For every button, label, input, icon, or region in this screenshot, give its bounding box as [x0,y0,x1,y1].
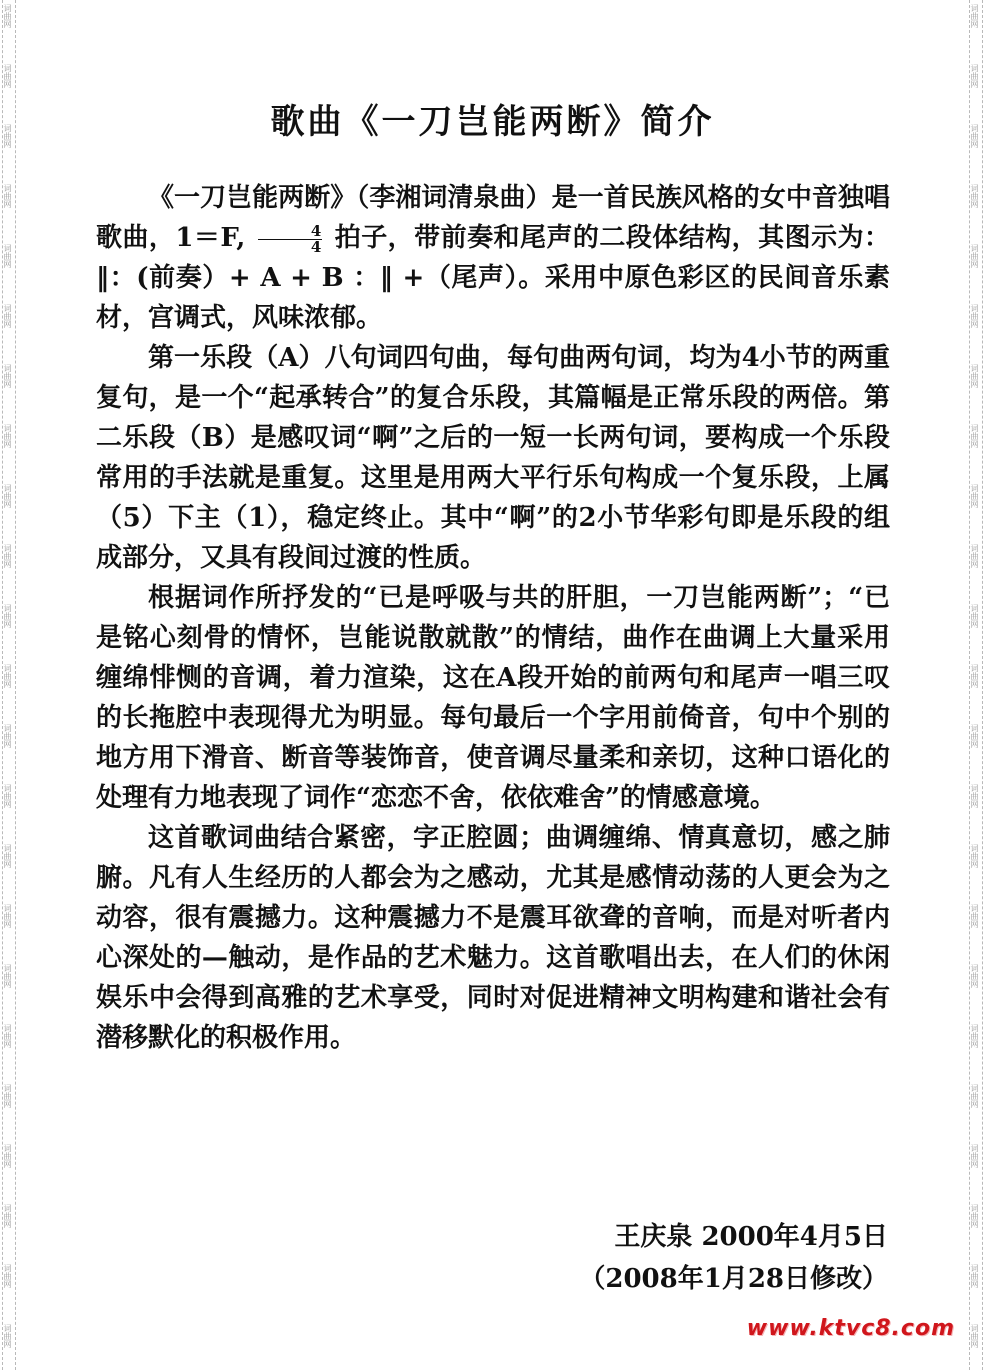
watermark-text: 词曲网 [970,184,979,208]
revision-note: （2008年1月28日修改） [579,1264,888,1294]
watermark-text: 词曲网 [970,424,979,448]
watermark-text: 词曲网 [970,1264,979,1288]
watermark-text: 词曲网 [970,484,979,508]
article-body [96,178,890,1058]
watermark-text: 词曲网 [3,1324,12,1348]
watermark-text: 词曲网 [970,1144,979,1168]
watermark-text: 词曲网 [970,1024,979,1048]
paragraph-1: 《一刀岂能两断》（李湘词清泉曲）是一首民族风格的女中音独唱歌曲，1＝F, $\frac{4}{4}$ 拍子，带前奏和尾声的二段体结构，其图示为：‖：(前奏）+ A + B ：‖ +（尾声）。采用中原色彩区的民间音乐素材，宫调式，风味浓郁。 [96,183,890,333]
watermark-text: 词曲网 [970,1084,979,1108]
watermark-text: 词曲网 [970,64,979,88]
paragraph-3: 根据词作所抒发的“已是呼吸与共的肝胆，一刀岂能两断”；“已是铭心刻骨的情怀，岂能说散就散”的情结，曲作在曲调上大量采用缠绵悱恻的音调，着力渲染，这在A段开始的前两句和尾声一唱三叹的长拖腔中表现得尤为明显。每句最后一个字用前倚音，句中个别的地方用下滑音、断音等装饰音，使音调尽量柔和亲切，这种口语化的处理有力地表现了词作“恋恋不舍，依依难舍”的情感意境。 [96,583,890,813]
left-watermark-strip [2,0,16,1370]
watermark-text: 词曲网 [3,124,12,148]
watermark-text: 词曲网 [3,544,12,568]
paragraph-2: 第一乐段（A）八句词四句曲，每句曲两句词，均为4小节的两重复句，是一个“起承转合”的复合乐段，其篇幅是正常乐段的两倍。第二乐段（B）是感叹词“啊”之后的一短一长两句词，要构成一个乐段常用的手法就是重复。这里是用两大平行乐句构成一个复乐段，上属（5）下主（1），稳定终止。其中“啊”的2小节华彩句即是乐段的组成部分，又具有段间过渡的性质。 [96,343,890,573]
watermark-text: 词曲网 [970,844,979,868]
watermark-text: 词曲网 [3,64,12,88]
watermark-text: 词曲网 [3,1144,12,1168]
watermark-text: 词曲网 [970,1324,979,1348]
watermark-text: 词曲网 [970,724,979,748]
watermark-text: 词曲网 [970,664,979,688]
watermark-text: 词曲网 [3,784,12,808]
watermark-text: 词曲网 [970,364,979,388]
watermark-text: 词曲网 [3,724,12,748]
watermark-text: 词曲网 [3,1024,12,1048]
watermark-text: 词曲网 [3,244,12,268]
page-title: 歌曲《一刀岂能两断》简介 [270,102,715,142]
watermark-text: 词曲网 [3,1264,12,1288]
watermark-text: 词曲网 [970,604,979,628]
watermark-text: 词曲网 [3,424,12,448]
watermark-text: 词曲网 [970,1204,979,1228]
watermark-text: 词曲网 [3,604,12,628]
watermark-text: 词曲网 [970,784,979,808]
watermark-text: 词曲网 [3,964,12,988]
watermark-text: 词曲网 [970,964,979,988]
watermark-text: 词曲网 [970,904,979,928]
watermark-text: 词曲网 [970,304,979,328]
watermark-text: 词曲网 [970,4,979,28]
site-logo: www.ktvc8.com [746,1316,955,1341]
right-watermark-strip [969,0,983,1370]
watermark-text: 词曲网 [3,184,12,208]
watermark-text: 词曲网 [3,904,12,928]
watermark-text: 词曲网 [3,304,12,328]
watermark-text: 词曲网 [970,124,979,148]
watermark-text: 词曲网 [3,1084,12,1108]
watermark-text: 词曲网 [970,544,979,568]
watermark-text: 词曲网 [970,244,979,268]
watermark-text: 词曲网 [3,664,12,688]
watermark-text: 词曲网 [3,364,12,388]
watermark-text: 词曲网 [3,844,12,868]
watermark-text: 词曲网 [3,1204,12,1228]
author-signature: 王庆泉 2000年4月5日 [614,1222,888,1252]
watermark-text: 词曲网 [3,4,12,28]
time-signature: $\frac{4}{4}$ [258,224,322,255]
watermark-text: 词曲网 [3,484,12,508]
paragraph-4: 这首歌词曲结合紧密，字正腔圆；曲调缠绵、情真意切，感之肺腑。凡有人生经历的人都会为之感动，尤其是感情动荡的人更会为之动容，很有震撼力。这种震撼力不是震耳欲聋的音响，而是对听者内心深处的—触动，是作品的艺术魅力。这首歌唱出去，在人们的休闲娱乐中会得到高雅的艺术享受，同时对促进精神文明构建和谐社会有潜移默化的积极作用。 [96,823,890,1053]
